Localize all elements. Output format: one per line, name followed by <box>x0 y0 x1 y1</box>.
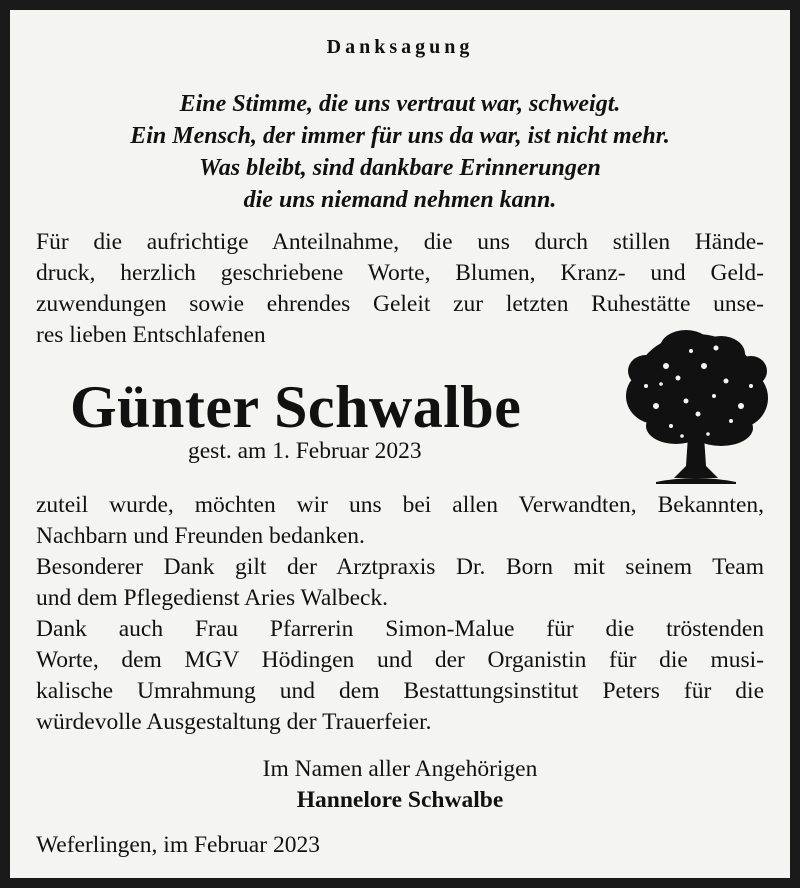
poem <box>10 88 790 216</box>
intro-line: Für die aufrichtige Anteilnahme, die uns durch stillen Hände- <box>36 229 764 255</box>
body-line: kalische Umrahmung und dem Bestattungsinstitut Peters für die <box>36 678 764 704</box>
body-line: Dank auch Frau Pfarrerin Simon-Malue für die tröstenden <box>36 616 764 642</box>
signature: Hannelore Schwalbe <box>296 787 504 813</box>
poem-line: Ein Mensch, der immer für uns da war, ist nicht mehr. <box>130 123 670 149</box>
poem-line: die uns niemand nehmen kann. <box>243 187 557 213</box>
place-date: Weferlingen, im Februar 2023 <box>36 832 320 858</box>
body-line: Nachbarn und Freunden bedanken. <box>36 523 365 549</box>
poem-line: Was bleibt, sind dankbare Erinnerungen <box>199 155 601 181</box>
body-line: Besonderer Dank gilt der Arztpraxis Dr. Born mit seinem Team <box>36 554 764 580</box>
closing-line: Im Namen aller Angehörigen <box>262 756 538 782</box>
deceased-name: Günter Schwalbe <box>70 374 522 440</box>
body-line: Worte, dem MGV Hödingen und der Organistin für die musi- <box>36 647 764 673</box>
body-line: und dem Pflegedienst Aries Walbeck. <box>36 585 389 611</box>
death-date: gest. am 1. Februar 2023 <box>188 438 422 464</box>
body-line: zuteil wurde, möchten wir uns bei allen Verwandten, Bekannten, <box>36 492 764 518</box>
poem-line: Eine Stimme, die uns vertraut war, schweigt. <box>179 91 621 117</box>
heading: Danksagung <box>326 36 474 58</box>
closing-block <box>10 754 790 816</box>
body-line: würdevolle Ausgestaltung der Trauerfeier. <box>36 709 432 735</box>
body-paragraph <box>36 490 764 738</box>
tree-icon <box>616 326 776 486</box>
intro-line: druck, herzlich geschriebene Worte, Blumen, Kranz- und Geld- <box>36 260 764 286</box>
intro-line: res lieben Entschlafenen <box>36 322 266 348</box>
intro-line: zuwendungen sowie ehrendes Geleit zur letzten Ruhestätte unse- <box>36 291 764 317</box>
